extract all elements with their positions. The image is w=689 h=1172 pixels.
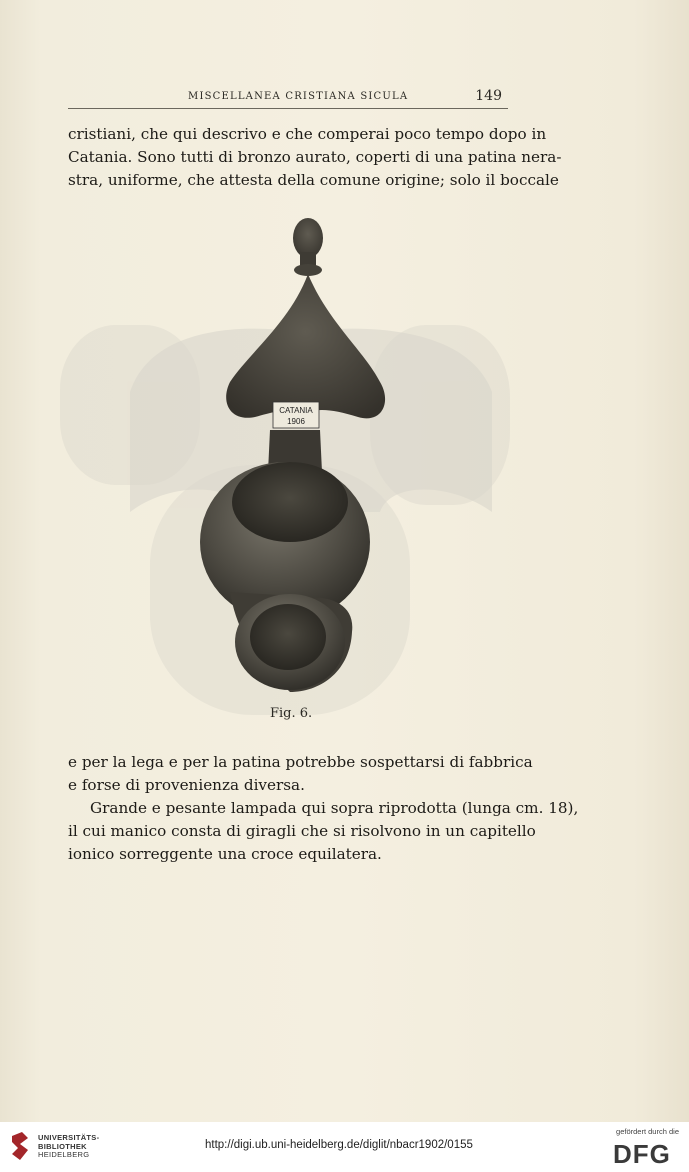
dfg-logo-text: DFG: [613, 1139, 671, 1166]
bronze-lamp-image: [130, 212, 492, 700]
library-name: [38, 1134, 99, 1160]
text-line: ionico sorreggente una croce equilatera.: [68, 845, 382, 864]
library-line-3: HEIDELBERG: [38, 1150, 90, 1159]
text-line: Catania. Sono tutti di bronzo aurato, coperti di una patina nera-: [68, 148, 562, 167]
figure-caption: Fig. 6.: [270, 706, 313, 721]
figure-6-lamp-photo: [130, 212, 492, 700]
paragraph-1: [68, 123, 562, 193]
text-line: e per la lega e per la patina potrebbe sospettarsi di fabbrica: [68, 753, 533, 771]
library-line-2: BIBLIOTHEK: [38, 1141, 87, 1151]
text-line: il cui manico consta di giragli che si risolvono in un capitello: [68, 822, 536, 841]
permalink-url[interactable]: http://digi.ub.uni-heidelberg.de/diglit/nbacr1902/0155: [205, 1139, 473, 1151]
text-line: cristiani, che qui descrivo e che comperai poco tempo dopo in: [68, 125, 547, 143]
running-head: [68, 88, 508, 108]
text-line: e forse di provenienza diversa.: [68, 776, 305, 795]
paragraph-2: [68, 751, 533, 797]
library-line-1: UNIVERSITÄTS-: [38, 1133, 100, 1142]
university-library-logo-icon: [8, 1130, 32, 1164]
digitization-footer: [0, 1122, 689, 1172]
paragraph-3: [68, 797, 579, 867]
dfg-logo-icon: [613, 1139, 679, 1166]
text-line: Grande e pesante lampada qui sopra riprodotta (lunga cm. 18),: [90, 799, 579, 817]
header-rule: [68, 108, 508, 109]
label-text-2: 1906: [287, 417, 305, 426]
running-title: MISCELLANEA CRISTIANA SICULA: [188, 91, 409, 102]
page-number: 149: [475, 88, 502, 104]
funding-note: gefördert durch die: [616, 1127, 679, 1136]
text-line: stra, uniforme, che attesta della comune origine; solo il boccale: [68, 171, 559, 190]
label-text-1: CATANIA: [279, 406, 313, 415]
